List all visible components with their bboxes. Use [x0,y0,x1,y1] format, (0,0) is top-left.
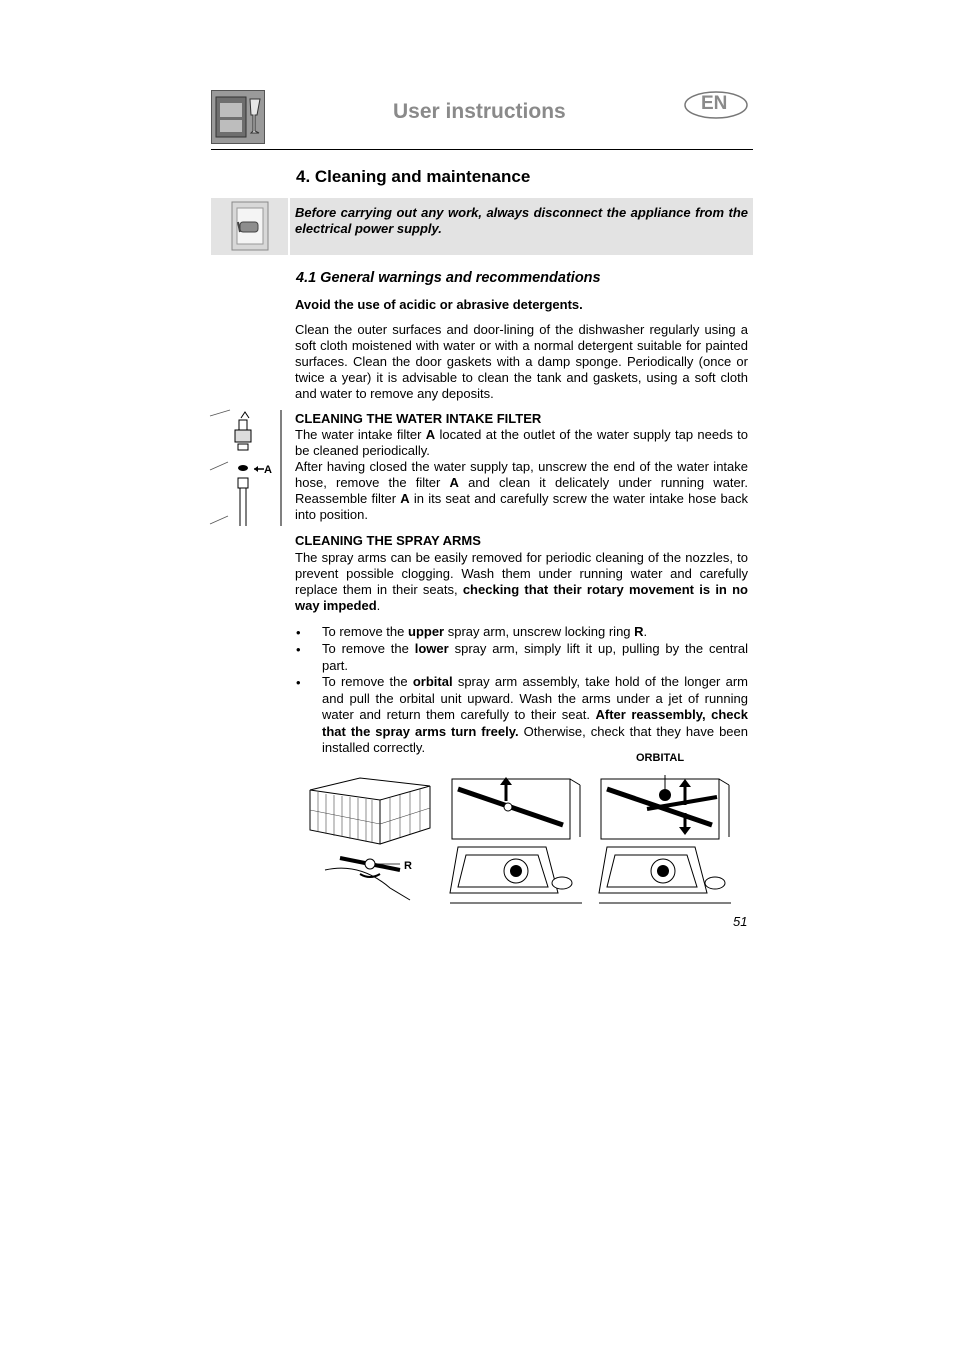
bullet-dot: • [296,642,301,657]
filter-figure-label-a: A [264,464,272,476]
header-divider [211,149,753,150]
bullet-upper-arm: To remove the upper spray arm, unscrew locking ring R. [322,624,648,639]
warning-text: Before carrying out any work, always disconnect the appliance from the electrical power supply. [295,205,748,236]
dishwasher-logo-icon [211,90,265,144]
bullet-dot: • [296,675,301,690]
bullet-lower-arm: To remove the lower spray arm, simply lift it up, pulling by the central part. [322,641,748,673]
subsection-title: 4.1 General warnings and recommendations [296,270,601,286]
orbital-label: ORBITAL [636,752,685,764]
orbital-arm-illustration [597,775,733,907]
spray-arms-paragraph: The spray arms can be easily removed for periodic cleaning of the nozzles, to prevent possible clogging. Wash them under running water and carefully replace them in their seats, checking that their rotary movement is in no way impeded. [295,550,748,613]
upper-rack-illustration [300,770,440,905]
water-intake-filter-figure [208,408,284,528]
page-number: 51 [733,914,748,929]
language-badge [684,90,748,120]
locking-ring-label-r: R [404,860,412,872]
filter-paragraph-2: After having closed the water supply tap, unscrew the end of the water intake hose, remove the filter A and clean it delicately under running water. Reassemble filter A in its seat and carefully screw the water intake hose back into position. [295,459,748,522]
filter-heading: CLEANING THE WATER INTAKE FILTER [295,411,542,426]
lower-arm-illustration [448,775,584,907]
intro-paragraph: Clean the outer surfaces and door-lining of the dishwasher regularly using a soft cloth moistened with water or with a normal detergent suitable for painted surfaces. Clean the door gaskets with a damp sponge. Periodically (once or twice a year) it is advisable to clean the tank and gaskets, using a soft cloth and water to remove any deposits. [295,322,748,401]
language-badge-label: EN [701,93,728,114]
spray-arms-heading: CLEANING THE SPRAY ARMS [295,533,481,548]
filter-paragraph-1: The water intake filter A located at the outlet of the water supply tap needs to be cleaned periodically. [295,427,748,458]
avoid-detergents-note: Avoid the use of acidic or abrasive detergents. [295,297,583,312]
warning-icon-panel [211,198,288,255]
section-title: 4. Cleaning and maintenance [296,167,531,186]
page-header-title: User instructions [393,100,566,123]
bullet-dot: • [296,625,301,640]
bullet-orbital-arm: To remove the orbital spray arm assembly, take hold of the longer arm and pull the orbital unit upward. Wash the arms under a jet of running water and return them carefully to their seat. After reassembly, check that the spray arms turn freely. Otherwise, check that they have been installed correctly. [322,674,748,755]
